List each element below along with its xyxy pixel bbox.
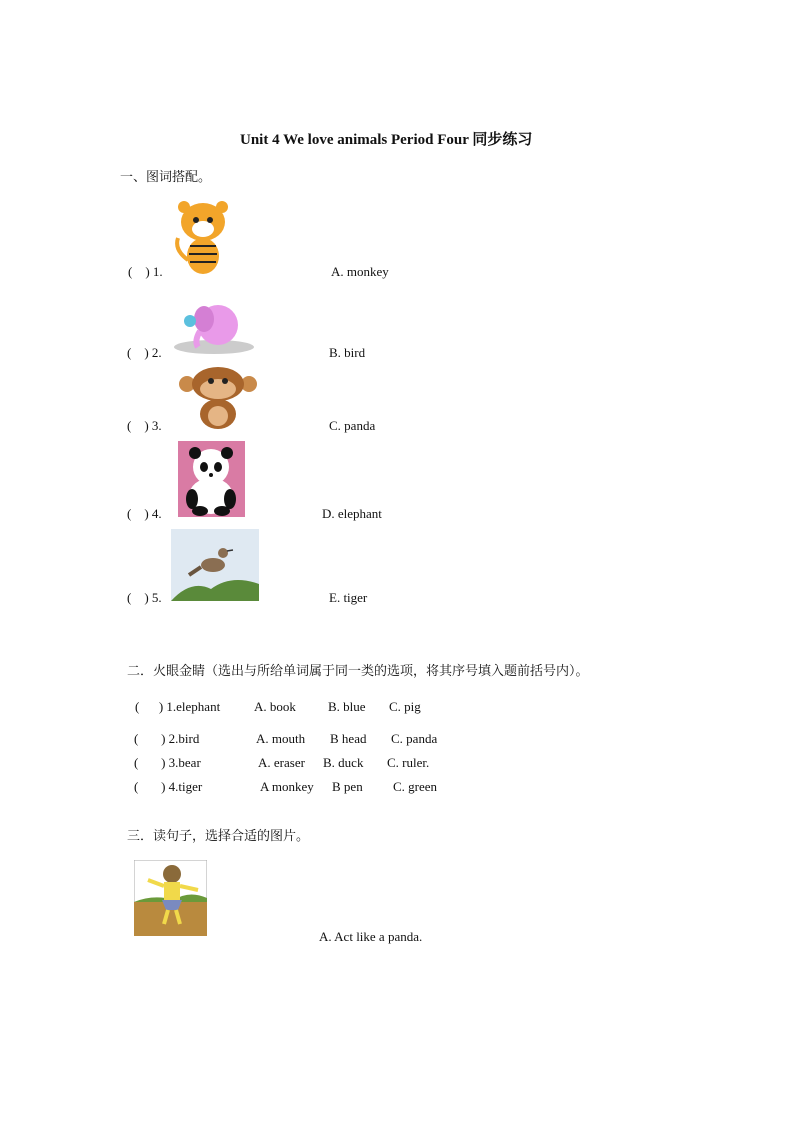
panda-image (178, 441, 245, 517)
match-row-1-number: ( ) 1. (128, 264, 163, 279)
question-3-option-b: B. duck (323, 755, 364, 770)
section1-heading: 一、图词搭配。 (120, 170, 212, 185)
sentence-option-a: A. Act like a panda. (319, 929, 423, 944)
bird-image (171, 529, 259, 601)
question-2: ( ) 2.bird (134, 731, 200, 746)
section2-heading: 二．火眼金睛（选出与所给单词属于同一类的选项，将其序号填入题前括号内）。 (127, 664, 589, 679)
match-row-3-number: ( ) 3. (127, 418, 162, 433)
match-option-b: B. bird (329, 345, 366, 360)
match-row-5-number: ( ) 5. (127, 590, 162, 605)
child-dancing-image (134, 860, 207, 936)
question-4: ( ) 4.tiger (134, 779, 203, 794)
monkey-image (178, 366, 258, 430)
question-3-option-c: C. ruler. (387, 755, 430, 770)
question-4-option-c: C. green (393, 779, 438, 794)
question-1-option-a: A. book (254, 699, 296, 714)
question-1: ( ) 1.elephant (135, 699, 221, 714)
match-row-2-number: ( ) 2. (127, 345, 162, 360)
match-row-4-number: ( ) 4. (127, 506, 162, 521)
question-2-option-b: B head (330, 731, 367, 746)
question-4-option-a: A monkey (260, 779, 314, 794)
tiger-image (172, 200, 234, 276)
elephant-image (170, 297, 258, 355)
section3-heading: 三．读句子，选择合适的图片。 (127, 829, 310, 844)
question-1-option-b: B. blue (328, 699, 366, 714)
question-1-option-c: C. pig (389, 699, 421, 714)
match-option-a: A. monkey (331, 264, 389, 279)
question-3: ( ) 3.bear (134, 755, 201, 770)
page-title: Unit 4 We love animals Period Four 同步练习 (240, 132, 533, 148)
match-option-e: E. tiger (329, 590, 368, 605)
question-3-option-a: A. eraser (258, 755, 305, 770)
question-2-option-c: C. panda (391, 731, 438, 746)
question-4-option-b: B pen (332, 779, 363, 794)
match-option-d: D. elephant (322, 506, 382, 521)
match-option-c: C. panda (329, 418, 376, 433)
question-2-option-a: A. mouth (256, 731, 306, 746)
